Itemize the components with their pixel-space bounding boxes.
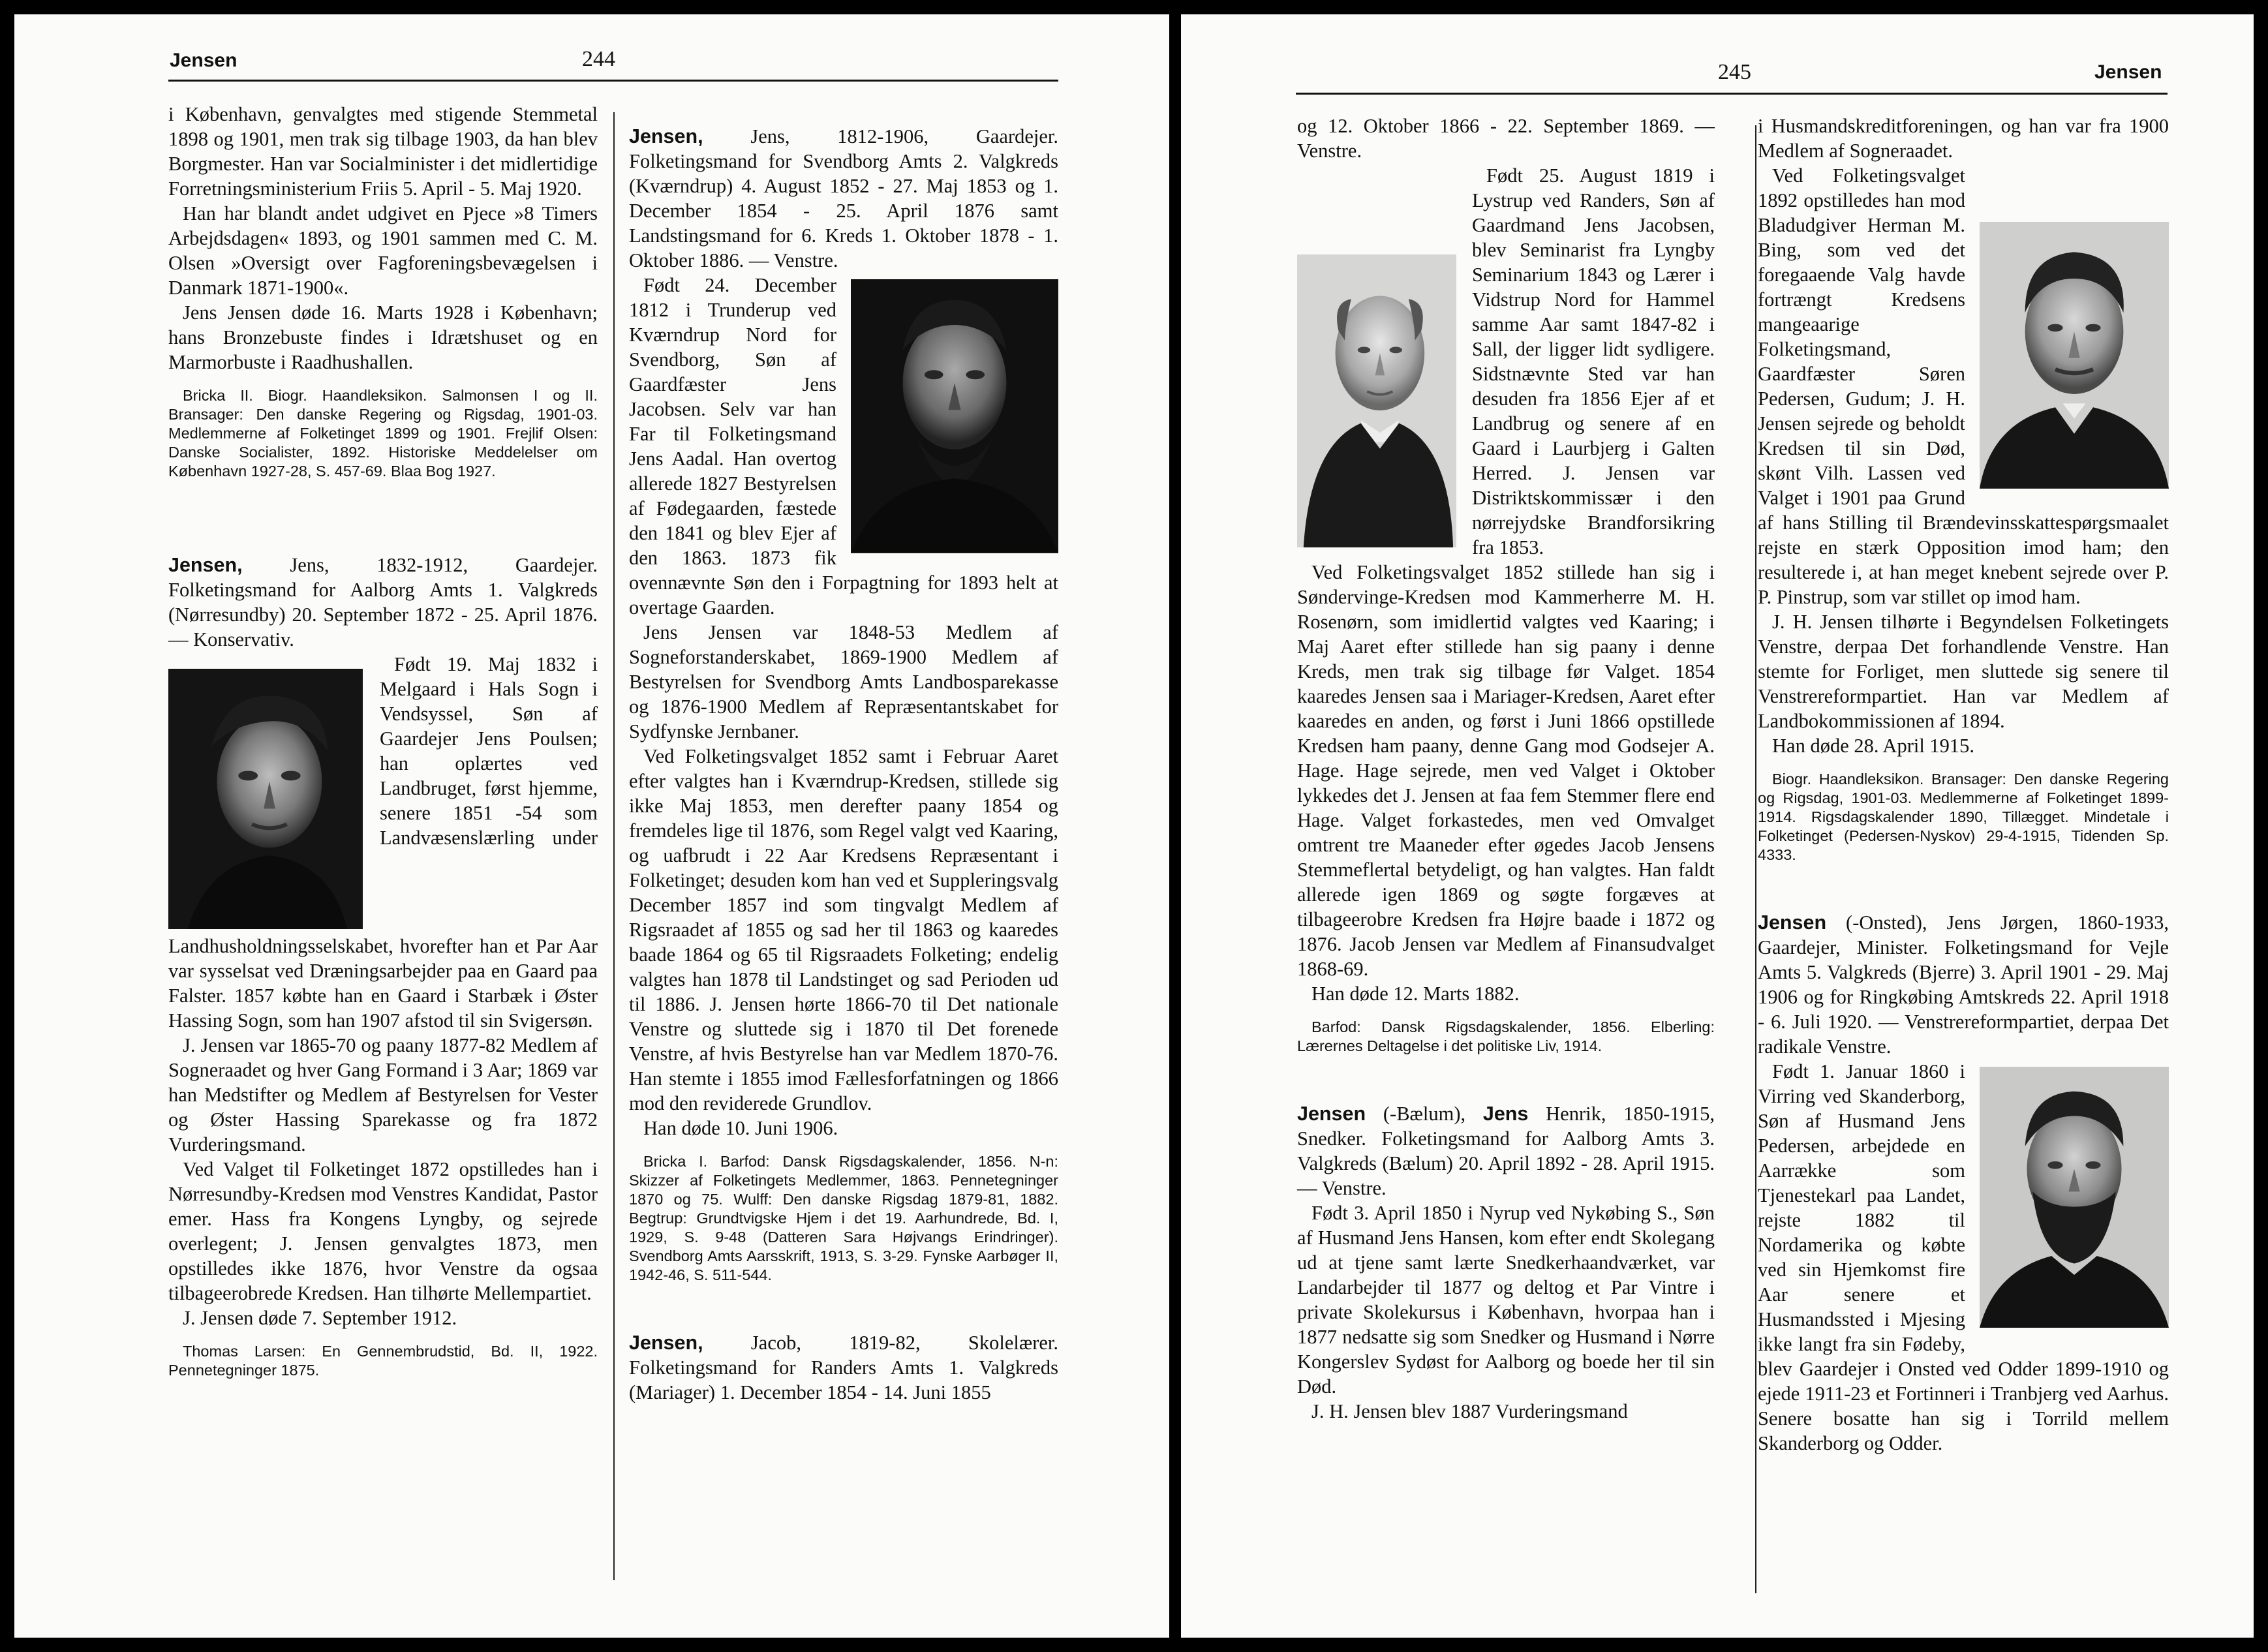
paragraph: Jens Jensen døde 16. Marts 1928 i København; hans Bronzebuste findes i Idrætshuset og en Marmorbuste i Raadhushallen. bbox=[168, 301, 598, 373]
right-page bbox=[1181, 14, 2254, 1638]
references: Bricka I. Barfod: Dansk Rigsdagskalender, 1856. N-n: Skizzer af Folketingets Medlemmer, 1863. Pennetegninger 1870 og 75. Wulff: Den danske Rigsdag 1879-81, 1882. Begtrup: Grundtvigske Hjem i det 19. Aarhundrede, Bd. I, 1929, S. 9-48 (Datteren Sara Højvangs Erindringer). Svendborg Amts Aarsskrift, 1913, S. 3-29. Fynske Aarbøger II, 1942-46, S. 511-544. bbox=[629, 1153, 1058, 1283]
portrait-image bbox=[168, 669, 363, 929]
header-rule-left bbox=[168, 80, 1058, 82]
portrait-photo-jacob-1819 bbox=[1297, 254, 1456, 547]
paragraph: Ved Folketingsvalget 1852 stillede han sig i Søndervinge-Kredsen mod Kammerherre M. H. Rosenørn, som imidlertid valgtes ved Kaaring; i Maj Aaret efter stillede han sig paany i denne Kreds, men trak sig tilbage før Valget. 1854 kaaredes Jensen saa i Mariager-Kredsen, Aaret efter kaaredes en anden, og først i Juni 1866 opstillede Kredsen ham paany, denne Gang mod Godsejer A. Hage. Hage sejrede, men ved Valget i Oktober lykkedes det J. Jensen at faa fem Stemmer flere end Hage. Valget forkastedes, men ved Omvalget omtrent tre Maaneder efter øgedes Jacob Jensens Stemmeflertal betydeligt, og han valgtes. Han faldt allerede igen 1869 og søgte forgæves at tilbageerobre Kredsen fra Højre baade i 1872 og 1876. Jacob Jensen var Medlem af Finansudvalget 1868-69. bbox=[1297, 561, 1715, 980]
running-head-left: Jensen bbox=[170, 50, 238, 71]
paragraph: Født 3. April 1850 i Nyrup ved Nykøbing S., Søn af Husmand Jens Hansen, kom efter endt Skolegang ud at tjene samt lærte Snedkerhaandværket, var Landarbejder til 1877 og deltog et Par Vintre i private Skolekursus i København, hvorpaa han i 1877 nedsatte sig som Snedker og Husmand i Nørre Kongerslev Sydøst for Aalborg og boede her til sin Død. bbox=[1297, 1202, 1715, 1398]
entry-heading: Jensen, Jacob, 1819-82, Skolelærer. Folketingsmand for Randers Amts 1. Valgkreds (Mariager) 1. December 1854 - 14. Juni 1855 bbox=[629, 1332, 1058, 1403]
entry-heading: Jensen (-Onsted), Jens Jørgen, 1860-1933, Gaardejer, Minister. Folketingsmand for Vejle Amts 5. Valgkreds (Bjerre) 3. April 1901 - 29. Maj 1906 og for Ringkøbing Amtskreds 22. April 1918 - 6. Juli 1920. — Venstrereformpartiet, derpaa Det radikale Venstre. bbox=[1758, 911, 2169, 1058]
paragraph: J. H. Jensen blev 1887 Vurderingsmand bbox=[1311, 1400, 1628, 1422]
portrait-photo-jens-1812 bbox=[851, 279, 1058, 552]
right-column-1 bbox=[1297, 114, 1715, 1424]
paragraph: Han døde 10. Juni 1906. bbox=[643, 1117, 838, 1139]
portrait-photo-jens-1832 bbox=[168, 669, 363, 928]
running-head-right: Jensen bbox=[2094, 61, 2162, 83]
portrait-image bbox=[851, 279, 1058, 553]
entry-heading: Jensen, Jens, 1832-1912, Gaardejer. Folketingsmand for Aalborg Amts 1. Valgkreds (Nørresundby) 20. September 1872 - 25. April 1876. — Konservativ. bbox=[168, 554, 598, 650]
header-rule-right bbox=[1296, 93, 2168, 95]
column-divider bbox=[1755, 125, 1756, 1593]
references: Barfod: Dansk Rigsdagskalender, 1856. Elberling: Lærernes Deltagelse i det politiske Liv, 1914. bbox=[1297, 1018, 1715, 1054]
paragraph: Ved Folketingsvalget 1852 samt i Februar Aaret efter valgtes han i Kværndrup-Kredsen, stillede sig ikke Maj 1853, men derefter paany 1854 og fremdeles lige til 1876, som Regel valgt ved Kaaring, og uafbrudt i 22 Aar Kredsens Repræsentant i Folketinget; desuden kom han ved et Suppleringsvalg December 1857 ind som tingvalgt Medlem af Rigsraadet af 1855 og sad her til 1863 og kaaredes baade 1864 og 65 til Rigsraadets Folketing; endelig valgtes han 1878 til Landstinget og sad Perioden ud til 1886. J. Jensen hørte 1866-70 til Det nationale Venstre og sluttede sig i 1870 til Det forenede Venstre, af hvis Bestyrelse han var Medlem 1870-76. Han stemte i 1855 imod Fællesforfatningen og 1866 mod den reviderede Grundlov. bbox=[629, 745, 1058, 1114]
paragraph: Han døde 12. Marts 1882. bbox=[1311, 983, 1520, 1005]
paragraph: Ved Valget til Folketinget 1872 opstilledes han i Nørresundby-Kredsen mod Venstres Kandidat, Pastor emer. Hass fra Kongens Lyngby, og sejrede overlegent; J. Jensen genvalgtes 1873, men opstilledes ikke 1876, hvor Venstre da ogsaa tilbageerobrede Kredsen. Han tilhørte Mellempartiet. bbox=[168, 1158, 598, 1304]
entry-name: Jensen, bbox=[168, 554, 243, 576]
left-page bbox=[14, 14, 1169, 1638]
paragraph: J. Jensen døde 7. September 1912. bbox=[183, 1307, 457, 1329]
paragraph: og 12. Oktober 1866 - 22. September 1869. — Venstre. bbox=[1297, 115, 1715, 162]
references: Bricka II. Biogr. Haandleksikon. Salmonsen I og II. Bransager: Den danske Regering og Rigsdag, 1901-03. Medlemmerne af Folketinget 1899 og 1901. Frejlif Olsen: Danske Socialister, 1892. Historiske Meddelelser om København 1927-28, S. 457-69. Blaa Bog 1927. bbox=[168, 387, 598, 480]
paragraph: Født 19. Maj 1832 i Melgaard i Hals Sogn i Vendsyssel, Søn af Gaardejer Jens Poulsen; han oplærtes ved Landbruget, først hjemme, senere 1851 -54 som Landvæsenslærling under Landhusholdningsselskabet, hvorefter han et Par Aar var sysselsat ved Dræningsarbejder paa en Gaard paa Falster. 1857 købte han en Gaard i Starbæk i Øster Hassing Sogn, som han 1907 afstod til sin Svigersøn. bbox=[168, 653, 598, 1032]
paragraph: i Husmandskreditforeningen, og han var fra 1900 Medlem af Sogneraadet. bbox=[1758, 115, 2169, 162]
paragraph: Jens Jensen var 1848-53 Medlem af Sogneforstanderskabet, 1869-1900 Medlem af Bestyrelsen for Svendborg Amts Landbosparekasse og 1876-1900 Medlem af Repræsentantskabet for Sydfynske Jernbaner. bbox=[629, 621, 1058, 742]
column-divider bbox=[613, 112, 615, 1580]
paragraph: Født 24. December 1812 i Trunderup ved Kværndrup Nord for Svendborg, Søn af Gaardfæster Jens Jacobsen. Selv var han Far til Folketingsmand Jens Aadal. Han overtog allerede 1827 Bestyrelsen af Fødegaarden, fæstede den 1841 og blev Ejer af den 1863. 1873 fik ovennævnte Søn den i Forpagtning for 1893 helt at overtage Gaarden. bbox=[629, 274, 1058, 619]
paragraph: Ved Folketingsvalget 1892 opstilledes han mod Bladudgiver Herman M. Bing, som ved det foregaaende Valg havde fortrængt Kredsens mangeaarige Folketingsmand, Gaardfæster Søren Pedersen, Gudum; J. H. Jensen sejrede og beholdt Kredsen til sin Død, skønt Vilh. Lassen ved Valget i 1901 paa Grund af hans Stilling til Brændevinsskattespørgsmaalet rejste en stærk Opposition imod ham; den resulterede i, at han meget knebent sejrede over P. P. Pinstrup, som var stillet op imod ham. bbox=[1758, 164, 2169, 608]
paragraph: Født 1. Januar 1860 i Virring ved Skanderborg, Søn af Husmand Jens Pedersen, arbejdede en Aarrække som Tjenestekarl paa Landet, rejste 1882 til Nordamerika og købte ved sin Hjemkomst fire Aar senere et Husmandssted i Mjesing ikke langt fra sin Fødeby, blev Gaardejer i Onsted ved Odder 1899-1910 og ejede 1911-23 et Fortinneri i Tranbjerg ved Aarhus. Senere bosatte han sig i Torrild mellem Skanderborg og Odder. bbox=[1758, 1060, 2169, 1454]
portrait-photo-jens-henrik-1850 bbox=[1980, 222, 2169, 489]
references: Thomas Larsen: En Gennembrudstid, Bd. II, 1922. Pennetegninger 1875. bbox=[168, 1343, 598, 1379]
portrait-image bbox=[1297, 254, 1456, 547]
portrait-image bbox=[1980, 1067, 2169, 1328]
entry-heading: Jensen, Jens, 1812-1906, Gaardejer. Folketingsmand for Svendborg Amts 2. Valgkreds (Kværndrup) 4. August 1852 - 27. Maj 1853 og 1. December 1854 - 25. April 1876 samt Landstingsmand for 6. Kreds 1. Oktober 1878 - 1. Oktober 1886. — Venstre. bbox=[629, 125, 1058, 271]
page-number-left: 244 bbox=[582, 47, 615, 71]
page-number-right: 245 bbox=[1718, 60, 1751, 84]
entry-name: Jensen bbox=[1758, 911, 1827, 934]
references: Biogr. Haandleksikon. Bransager: Den danske Regering og Rigsdag, 1901-03. Medlemmerne af Folketinget 1899-1914. Rigsdagskalender 1890, Tillægget. Mindetale i Folketinget (Pedersen-Nyskov) 29-4-1915, Tidenden Sp. 4333. bbox=[1758, 771, 2169, 863]
portrait-image bbox=[1980, 222, 2169, 489]
entry-name: Jensen, bbox=[629, 125, 703, 147]
entry-name: Jensen bbox=[1297, 1103, 1366, 1125]
paragraph: Født 25. August 1819 i Lystrup ved Randers, Søn af Gaardmand Jens Jacobsen, blev Seminarist fra Lyngby Seminarium 1843 og Lærer i Vidstrup Nord for Hammel samme Aar samt 1847-82 i Sall, der ligger lidt sydligere. Sidstnævnte Sted var han desuden fra 1856 Ejer af et Landbrug og senere af en Gaard i Laurbjerg i Galten Herred. J. Jensen var Distriktskommissær i den nørrejydske Brandforsikring fra 1853. bbox=[1472, 164, 1715, 558]
paragraph: J. Jensen var 1865-70 og paany 1877-82 Medlem af Sogneraadet og hver Gang Formand i 3 Aar; 1869 var han Medstifter og Medlem af Bestyrelsen for Vester og Øster Hassing Sparekasse og fra 1872 Vurderingsmand. bbox=[168, 1034, 598, 1155]
portrait-photo-jens-joergen-1860 bbox=[1980, 1067, 2169, 1328]
paragraph: Han døde 28. April 1915. bbox=[1772, 735, 1975, 757]
paragraph: J. H. Jensen tilhørte i Begyndelsen Folketingets Venstre, derpaa Det forhandlende Venstre. Han stemte for Forliget, men sluttede sig senere til Venstrereformpartiet. Han var Medlem af Landbokommissionen af 1894. bbox=[1758, 611, 2169, 732]
left-column-2 bbox=[629, 124, 1058, 1405]
left-column-1 bbox=[168, 102, 598, 1380]
paragraph: Han har blandt andet udgivet en Pjece »8 Timers Arbejdsdagen« 1893, og 1901 sammen med C. M. Olsen »Oversigt over Fagforeningsbevægelsen i Danmark 1871-1900«. bbox=[168, 202, 598, 299]
entry-name: Jensen, bbox=[629, 1332, 703, 1354]
right-column-2 bbox=[1758, 114, 2169, 1456]
paragraph: i København, genvalgtes med stigende Stemmetal 1898 og 1901, men trak sig tilbage 1903, da han blev Borgmester. Han var Socialminister i det midlertidige Forretningsministerium Friis 5. April - 5. Maj 1920. bbox=[168, 103, 598, 200]
entry-heading: Jensen (-Bælum), Jens Henrik, 1850-1915, Snedker. Folketingsmand for Aalborg Amts 3. Valgkreds (Bælum) 20. April 1892 - 28. April 1915. — Venstre. bbox=[1297, 1103, 1715, 1199]
